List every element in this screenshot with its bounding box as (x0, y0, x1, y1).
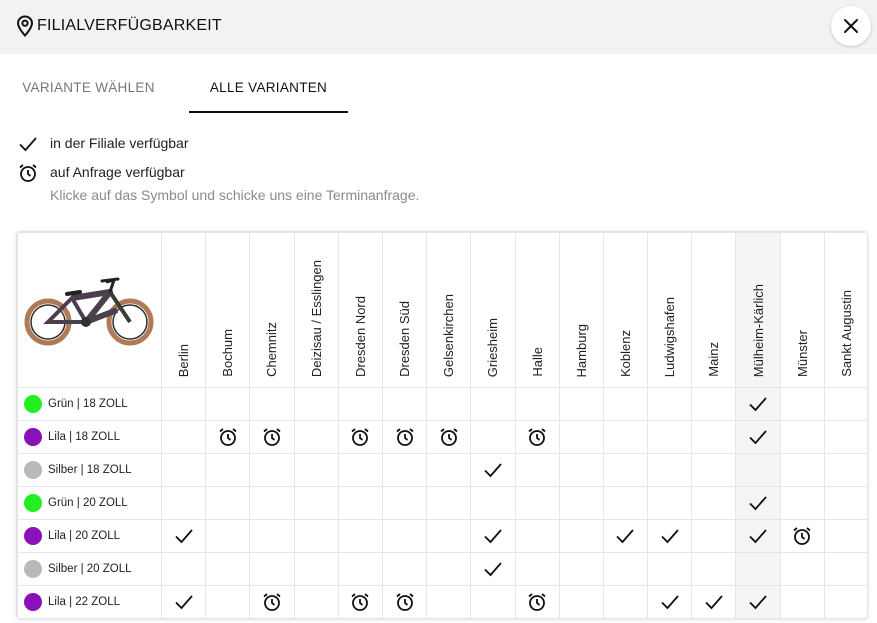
legend-hint: Klicke auf das Symbol und schicke uns eine Terminanfrage. (50, 187, 420, 203)
store-header (559, 233, 603, 388)
variant-label: Lila | 20 ZOLL (48, 529, 121, 542)
availability-cell[interactable] (515, 586, 559, 619)
availability-cell (427, 487, 471, 520)
bike-image-graphic (22, 270, 158, 350)
availability-cell[interactable] (206, 421, 250, 454)
availability-cell (515, 553, 559, 586)
availability-cell[interactable] (427, 421, 471, 454)
store-header (824, 233, 868, 388)
store-name: Bochum (220, 329, 236, 377)
check-icon (174, 526, 194, 546)
table-row (18, 553, 869, 586)
availability-cell (736, 454, 780, 487)
availability-cell (559, 454, 603, 487)
availability-cell[interactable] (515, 421, 559, 454)
check-icon (483, 526, 503, 546)
availability-cell (736, 421, 780, 454)
availability-cell (603, 454, 647, 487)
availability-cell (603, 388, 647, 421)
availability-cell (648, 487, 692, 520)
table-row (18, 520, 869, 553)
color-swatch (24, 428, 42, 446)
availability-cell (294, 421, 338, 454)
availability-cell (824, 553, 868, 586)
variant-cell (18, 586, 162, 619)
color-swatch (24, 461, 42, 479)
check-icon (483, 460, 503, 480)
availability-cell (692, 520, 736, 553)
close-button[interactable] (831, 6, 871, 46)
check-icon (748, 526, 768, 546)
availability-cell (382, 520, 426, 553)
availability-cell (206, 454, 250, 487)
availability-cell (603, 520, 647, 553)
availability-cell (162, 454, 206, 487)
variant-label: Grün | 18 ZOLL (48, 397, 128, 410)
availability-cell (736, 553, 780, 586)
availability-cell (338, 520, 382, 553)
availability-cell (250, 520, 294, 553)
store-header (471, 233, 515, 388)
availability-cell (382, 454, 426, 487)
store-header (338, 233, 382, 388)
availability-cell (648, 421, 692, 454)
availability-cell (471, 586, 515, 619)
availability-cell (206, 487, 250, 520)
color-swatch (24, 494, 42, 512)
availability-cell (559, 487, 603, 520)
availability-cell (780, 487, 824, 520)
alarm-clock-icon[interactable] (218, 427, 238, 447)
availability-cell (648, 454, 692, 487)
table-row (18, 586, 869, 619)
color-swatch (24, 560, 42, 578)
availability-cell (206, 586, 250, 619)
availability-cell (559, 553, 603, 586)
availability-cell (471, 454, 515, 487)
availability-cell (736, 487, 780, 520)
check-icon (660, 526, 680, 546)
availability-cell (603, 586, 647, 619)
store-name: Ludwigshafen (662, 296, 678, 377)
availability-cell (471, 487, 515, 520)
variant-cell (18, 553, 162, 586)
close-icon (843, 18, 859, 34)
bike-image (18, 233, 162, 388)
availability-cell (559, 586, 603, 619)
alarm-clock-icon[interactable] (350, 592, 370, 612)
alarm-clock-icon[interactable] (792, 526, 812, 546)
availability-cell (692, 487, 736, 520)
store-name: Deizisau / Esslingen (308, 259, 324, 377)
variant-label: Lila | 22 ZOLL (48, 595, 121, 608)
check-icon (660, 592, 680, 612)
availability-cell (471, 388, 515, 421)
availability-cell (824, 421, 868, 454)
availability-cell (692, 586, 736, 619)
availability-cell[interactable] (338, 421, 382, 454)
availability-cell (427, 586, 471, 619)
availability-cell (382, 487, 426, 520)
availability-cell (603, 421, 647, 454)
availability-cell (162, 586, 206, 619)
availability-cell (162, 553, 206, 586)
availability-cell (471, 520, 515, 553)
check-icon (18, 134, 38, 154)
availability-cell (736, 388, 780, 421)
store-header (515, 233, 559, 388)
availability-cell (648, 586, 692, 619)
availability-cell (338, 553, 382, 586)
availability-cell (559, 388, 603, 421)
variant-label: Grün | 20 ZOLL (48, 496, 128, 509)
dialog-title: FILIALVERFÜGBARKEIT (37, 17, 222, 34)
availability-cell (603, 487, 647, 520)
availability-cell (736, 520, 780, 553)
availability-cell (206, 520, 250, 553)
tab-variante-waehlen[interactable]: VARIANTE WÄHLEN (22, 80, 155, 95)
availability-cell[interactable] (382, 586, 426, 619)
store-header (603, 233, 647, 388)
variant-cell (18, 421, 162, 454)
alarm-clock-icon[interactable] (527, 592, 547, 612)
availability-cell (515, 454, 559, 487)
dialog-header (0, 0, 877, 54)
table-row (18, 388, 869, 421)
availability-cell (648, 388, 692, 421)
availability-cell (250, 553, 294, 586)
availability-table (17, 232, 868, 619)
availability-cell (206, 553, 250, 586)
availability-cell (427, 520, 471, 553)
availability-cell (382, 388, 426, 421)
variant-label: Lila | 18 ZOLL (48, 430, 121, 443)
check-icon (748, 592, 768, 612)
check-icon (704, 592, 724, 612)
store-name: Griesheim (485, 317, 501, 377)
store-name: Mainz (706, 342, 722, 377)
store-header (382, 233, 426, 388)
alarm-clock-icon (18, 163, 38, 183)
store-name: Mülheim-Kärlich (750, 283, 766, 377)
availability-cell[interactable] (250, 586, 294, 619)
availability-cell (162, 487, 206, 520)
availability-cell (824, 520, 868, 553)
availability-cell (648, 520, 692, 553)
availability-cell (162, 388, 206, 421)
availability-cell (471, 553, 515, 586)
availability-cell (250, 388, 294, 421)
availability-cell (692, 421, 736, 454)
store-name: Gelsenkirchen (441, 293, 457, 377)
alarm-clock-icon[interactable] (262, 592, 282, 612)
availability-cell (780, 553, 824, 586)
store-header (736, 233, 780, 388)
availability-cell (603, 553, 647, 586)
availability-cell (559, 520, 603, 553)
store-header (294, 233, 338, 388)
store-name: Sankt Augustin (838, 290, 854, 377)
alarm-clock-icon[interactable] (395, 427, 415, 447)
availability-cell (736, 586, 780, 619)
store-name: Halle (529, 347, 545, 377)
availability-cell (515, 388, 559, 421)
alarm-clock-icon[interactable] (527, 427, 547, 447)
check-icon (748, 493, 768, 513)
availability-cell (824, 487, 868, 520)
store-header (692, 233, 736, 388)
availability-cell (648, 553, 692, 586)
check-icon (748, 427, 768, 447)
store-name: Hamburg (573, 323, 589, 377)
table-row (18, 454, 869, 487)
table-header-row (18, 233, 869, 388)
availability-cell[interactable] (780, 520, 824, 553)
table-row (18, 421, 869, 454)
alarm-clock-icon[interactable] (350, 427, 370, 447)
availability-cell (294, 487, 338, 520)
store-header (162, 233, 206, 388)
availability-cell (250, 487, 294, 520)
availability-cell (559, 421, 603, 454)
table-body (18, 388, 869, 619)
table-row (18, 487, 869, 520)
tab-alle-varianten[interactable]: ALLE VARIANTEN (189, 68, 348, 113)
availability-cell (692, 553, 736, 586)
check-icon (174, 592, 194, 612)
availability-cell (692, 454, 736, 487)
availability-cell (427, 454, 471, 487)
store-name: Dresden Nord (352, 296, 368, 377)
alarm-clock-icon[interactable] (262, 427, 282, 447)
availability-cell (162, 520, 206, 553)
availability-cell (338, 388, 382, 421)
availability-cell (692, 388, 736, 421)
availability-cell (427, 553, 471, 586)
location-pin-icon (16, 15, 34, 37)
availability-cell (515, 487, 559, 520)
variant-label: Silber | 20 ZOLL (48, 562, 132, 575)
availability-cell (780, 421, 824, 454)
store-name: Koblenz (617, 330, 633, 377)
availability-cell (162, 421, 206, 454)
availability-cell (338, 487, 382, 520)
availability-cell (294, 553, 338, 586)
availability-cell (824, 586, 868, 619)
store-header (250, 233, 294, 388)
store-header (206, 233, 250, 388)
alarm-clock-icon[interactable] (439, 427, 459, 447)
legend-on-request-label: auf Anfrage verfügbar (50, 164, 185, 180)
availability-cell[interactable] (382, 421, 426, 454)
availability-cell (338, 454, 382, 487)
variant-cell (18, 520, 162, 553)
availability-table-card (16, 231, 868, 619)
variant-cell (18, 454, 162, 487)
store-header (427, 233, 471, 388)
availability-cell[interactable] (250, 421, 294, 454)
availability-cell (780, 586, 824, 619)
check-icon (748, 394, 768, 414)
legend-available-label: in der Filiale verfügbar (50, 135, 189, 151)
availability-cell (294, 520, 338, 553)
availability-cell (294, 454, 338, 487)
availability-cell (427, 388, 471, 421)
store-header (648, 233, 692, 388)
availability-cell (515, 520, 559, 553)
color-swatch (24, 593, 42, 611)
availability-cell[interactable] (338, 586, 382, 619)
color-swatch (24, 527, 42, 545)
variant-cell (18, 388, 162, 421)
store-name: Berlin (176, 343, 192, 377)
alarm-clock-icon[interactable] (395, 592, 415, 612)
check-icon (615, 526, 635, 546)
store-name: Chemnitz (264, 322, 280, 377)
availability-cell (294, 388, 338, 421)
availability-cell (206, 388, 250, 421)
availability-cell (824, 454, 868, 487)
availability-cell (294, 586, 338, 619)
variant-cell (18, 487, 162, 520)
check-icon (483, 559, 503, 579)
variant-label: Silber | 18 ZOLL (48, 463, 132, 476)
availability-cell (382, 553, 426, 586)
availability-cell (250, 454, 294, 487)
availability-cell (780, 454, 824, 487)
store-name: Dresden Süd (397, 301, 413, 377)
availability-cell (824, 388, 868, 421)
store-header (780, 233, 824, 388)
store-name: Münster (794, 330, 810, 377)
color-swatch (24, 395, 42, 413)
availability-cell (471, 421, 515, 454)
availability-cell (780, 388, 824, 421)
